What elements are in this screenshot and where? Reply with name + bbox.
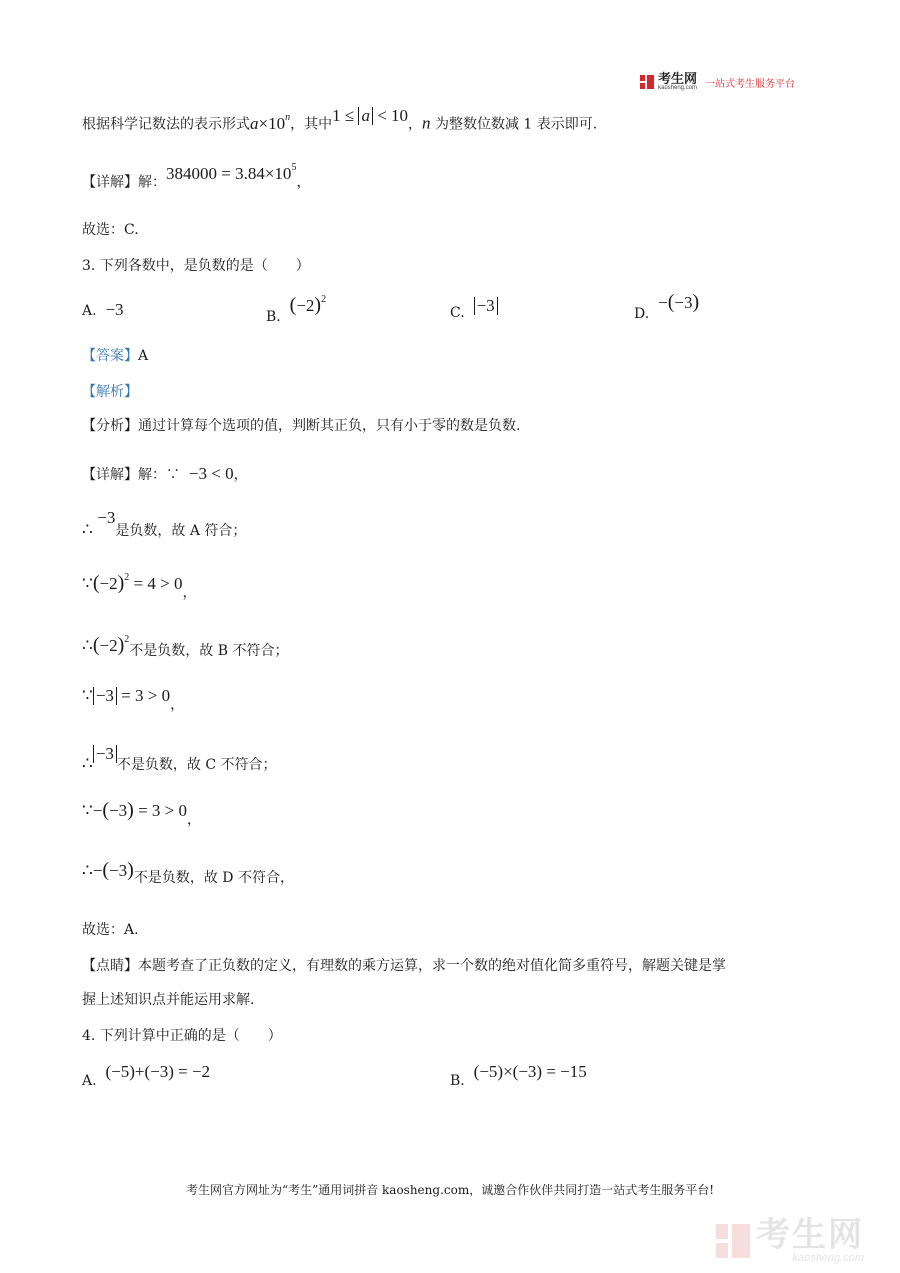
question-4: 4. 下列计算中正确的是（ ） [82,1028,282,1044]
step-2: $\because(-2)^2 = 4 > 0$， [82,571,197,601]
label: B. [266,308,281,325]
label: A. [82,1073,97,1089]
logo-mark-icon [640,75,654,89]
label: A. [82,303,97,319]
line-sci-notation: 根据科学记数法的表示形式$a\times 10^n$，其中1 ≤ a < 10，n 为整数位数减 1 表示即可. [82,105,598,133]
exponent: 5 [291,162,297,173]
math: (−5)×(−3) = −15 [473,1062,587,1081]
math: (−5)+(−3) = −2 [105,1062,211,1081]
math: 384000 = 3.84×10 [166,163,292,183]
text: 不是负数，故 C 不符合； [116,757,277,773]
footer-text: 考生网官方网址为“考生”通用词拼音 kaosheng.com，诚邀合作伙伴共同打造一站式考生服务平台! [185,1183,715,1197]
logo-domain: kaosheng.com [658,85,698,91]
option-c: C. −3 [450,296,498,317]
label: B. [450,1073,465,1089]
step-1: ∴ −3是负数，故 A 符合； [82,508,247,539]
step-4: ∵ −3 = 3 > 0， [82,686,185,713]
text: ，其中 [290,116,333,133]
option-b: B. $(-2)^2$ [266,293,327,325]
step-3: $\therefore(-2)^2$不是负数，故 B 不符合； [82,633,289,659]
q4-option-b [450,1062,587,1089]
text: ， [182,584,197,601]
text: 【详解】解：∵ [82,467,180,483]
text: ， [233,467,248,483]
logo-name: 考生网 [658,71,698,86]
line-choose-c: 故选：C. [82,222,139,238]
analysis-label: 【解析】 [82,384,138,400]
answer-label: 【答案】 [82,348,138,364]
text: ， [296,174,311,191]
answer-line [82,346,148,366]
header-logo [640,72,795,92]
logo-slogan: 一站式考生服务平台 [705,78,796,90]
dianjing-line-2: 握上述知识点并能运用求解. [82,992,255,1008]
math: −3 < 0 [188,464,234,483]
text: ， [187,812,202,828]
analysis-text: 【分析】通过计算每个选项的值，判断其正负，只有小于零的数是负数. [82,418,521,434]
text: 不是负数，故 B 不符合； [129,642,289,659]
question-3: 3. 下列各数中，是负数的是（ ） [82,258,310,274]
choose-a: 故选：A. [82,922,139,938]
line-detail-1 [82,162,311,193]
step-5: ∴−3不是负数，故 C 不符合； [82,744,277,773]
text: ， [170,697,185,713]
math: −3 [97,508,116,527]
dianjing-line-1: 【点睛】本题考查了正负数的定义，有理数的乘方运算，求一个数的绝对值化简多重符号，解题关键是掌 [82,958,726,974]
math: −3 [105,300,124,319]
watermark [716,1218,864,1264]
answer-value: A [138,348,149,364]
step-6: ∵−(−3) = 3 > 0， [82,799,202,828]
q4-option-a [82,1062,211,1089]
step-7: ∴−(−3)不是负数，故 D 不符合， [82,859,294,886]
text: 【详解】解： [82,174,166,191]
label: C. [450,305,465,321]
text: 根据科学记数法的表示形式 [82,116,250,133]
watermark-name: 考生网 [756,1216,864,1254]
text: 是负数，故 A 符合； [115,523,247,539]
watermark-logo-icon [716,1224,750,1258]
option-a [82,300,124,321]
option-d: D. −(−3) [634,291,700,322]
detail-line [82,464,248,485]
text: 不是负数，故 D 不符合， [133,870,294,886]
watermark-domain: kaosheng.com [792,1252,864,1264]
label: D. [634,306,650,322]
text: 为整数位数减 1 表示即可. [434,116,598,133]
